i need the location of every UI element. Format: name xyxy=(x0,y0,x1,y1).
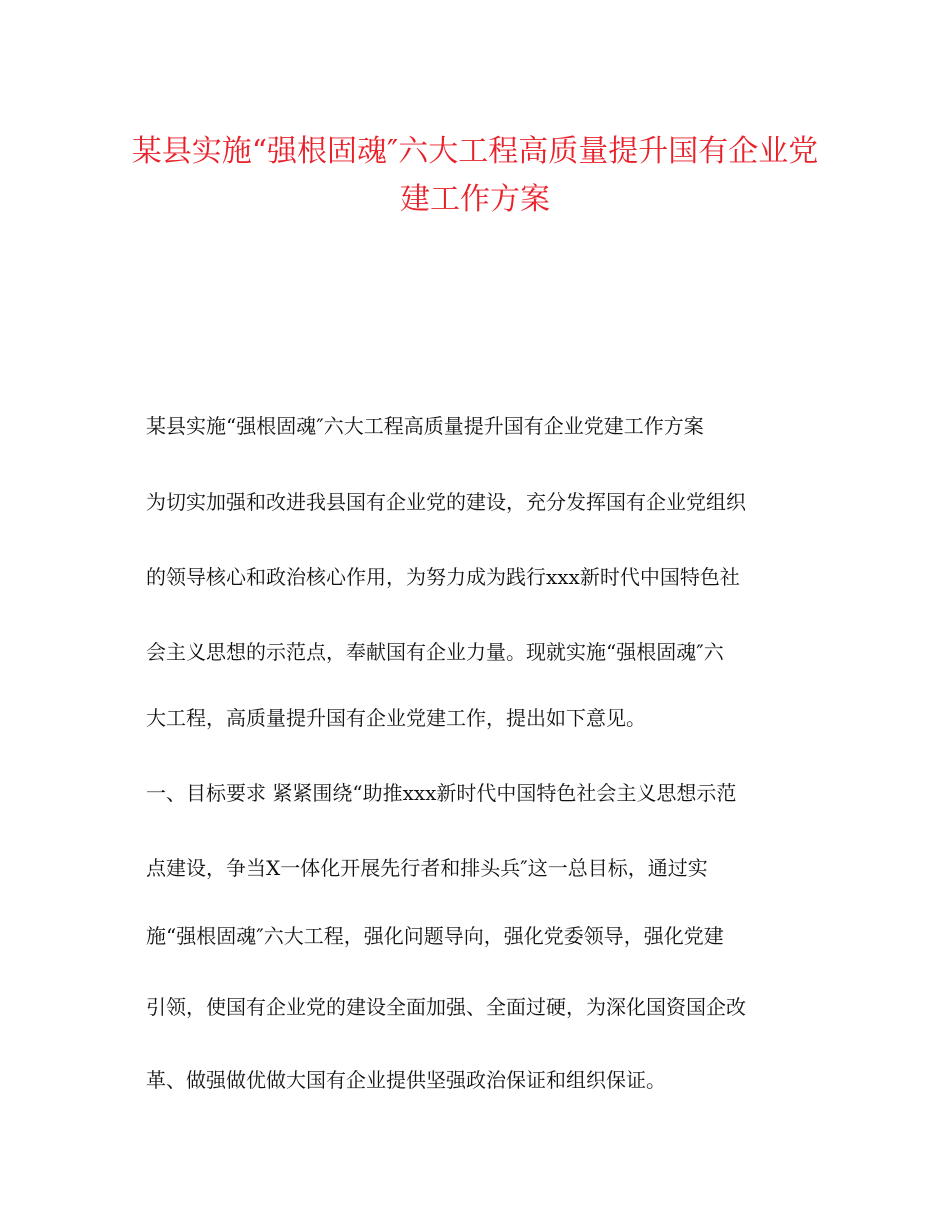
body-line: 点建设，争当X一体化开展先行者和排头兵″这一总目标，通过实 xyxy=(146,856,708,880)
title-line-1: 某县实施“强根固魂″六大工程高质量提升国有企业党 xyxy=(131,134,819,169)
body-line: 革、做强做优做大国有企业提供坚强政治保证和组织保证。 xyxy=(146,1068,666,1092)
body-line: 某县实施“强根固魂″六大工程高质量提升国有企业党建工作方案 xyxy=(146,414,704,438)
body-line: 为切实加强和改进我县国有企业党的建设，充分发挥国有企业党组织 xyxy=(146,490,746,514)
body-line: 一、目标要求 紧紧围绕“助推xxx新时代中国特色社会主义思想示范 xyxy=(146,781,737,805)
body-line: 的领导核心和政治核心作用，为努力成为践行xxx新时代中国特色社 xyxy=(146,565,740,589)
body-line: 会主义思想的示范点，奉献国有企业力量。现就实施“强根固魂″六 xyxy=(146,640,724,664)
body-line: 大工程，高质量提升国有企业党建工作，提出如下意见。 xyxy=(146,706,646,730)
body-line: 施“强根固魂″六大工程，强化问题导向，强化党委领导，强化党建 xyxy=(146,924,724,948)
document-title xyxy=(120,128,830,224)
title-line-2: 建工作方案 xyxy=(400,182,550,217)
body-line: 引领，使国有企业党的建设全面加强、全面过硬，为深化国资国企改 xyxy=(146,995,746,1019)
